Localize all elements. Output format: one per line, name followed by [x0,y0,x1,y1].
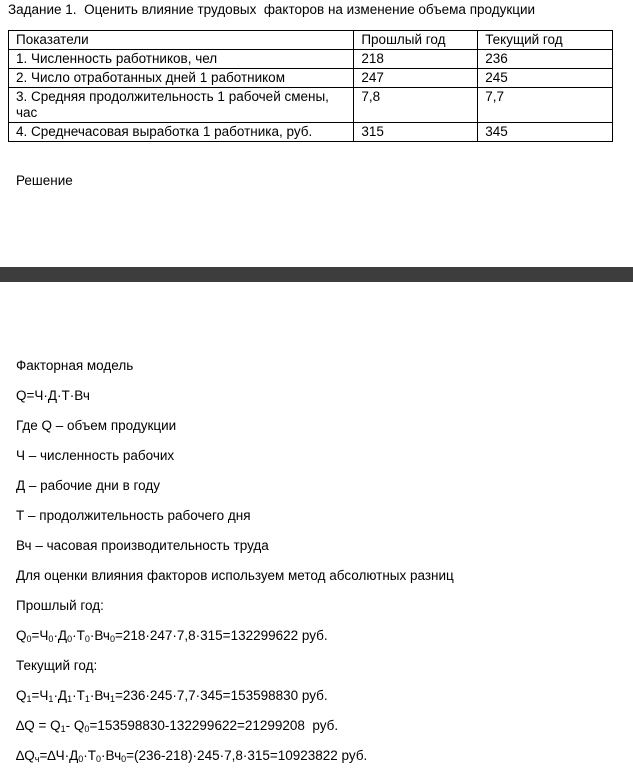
delta-q-calculation: $\Delta Q = Q_1-$ $Q_0=153598830-132299622=21299208$ руб. [16,718,339,734]
table-row [9,123,613,142]
table-row [9,50,613,69]
table-cell: 218 [354,50,478,69]
table-cell: 315 [354,123,478,142]
previous-year-label: Прошлый год: [16,598,104,613]
table-cell: 245 [478,69,613,88]
table-cell: 3. Средняя продолжительность 1 рабочей смены, час [9,88,354,123]
current-year-label: Текущий год: [16,658,98,673]
table-header-cell: Текущий год [478,31,613,50]
table-cell: 236 [478,50,613,69]
model-heading: Факторная модель [16,358,134,373]
method-text: Для оценки влияния факторов используем метод абсолютных разниц [16,568,454,583]
q0-calculation: $Q_0=Ч_0\cdot Д_0\cdot Т_0\cdot Вч_0=218\cdot 247\cdot 7,8\cdot 315=132299622$ руб. [16,628,328,644]
table-header-row [9,31,613,50]
q1-result: =236·245·7,7·345=153598830 руб. [114,688,328,703]
definition-vch: Вч – часовая производительность труда [16,538,269,553]
table-row [9,69,613,88]
model-formula: Q=Ч·Д·Т·Вч [16,388,90,403]
table-cell: 7,7 [478,88,613,123]
task-title: Задание 1. Оценить влияние трудовых факторов на изменение объема продукции [8,2,536,17]
table-cell: 4. Среднечасовая выработка 1 работника, руб. [9,123,354,142]
factors-table [8,30,613,142]
definition-ch: Ч – численность рабочих [16,448,175,463]
solution-label: Решение [16,173,73,188]
definition-t: Т – продолжительность рабочего дня [16,508,251,523]
table-cell: 7,8 [354,88,478,123]
delta-q-result: =153598830-132299622=21299208 руб. [89,718,339,733]
definition-q: Где Q – объем продукции [16,418,177,433]
table-cell: 247 [354,69,478,88]
q0-result: =218·247·7,8·315=132299622 руб. [114,628,328,643]
definition-d: Д – рабочие дни в году [16,478,160,493]
table-cell: 345 [478,123,613,142]
delta-q-ch-calculation: $\Delta Q_ч=\Delta Ч\cdot Д_0\cdot Т_0\cdot Вч_0=(236-218)\cdot 245\cdot 7,8\cdot 315=10923822$ руб. [16,748,368,764]
table-header-cell: Показатели [9,31,354,50]
q1-calculation: $Q_1=Ч_1\cdot Д_1\cdot Т_1\cdot Вч_1=236\cdot 245\cdot 7,7\cdot 345=153598830$ руб. [16,688,328,704]
delta-q-ch-result: =(236-218)·245·7,8·315=10923822 руб. [126,748,368,763]
page-separator [0,267,633,282]
factor-model-section [16,357,454,777]
table-row [9,88,613,123]
table-cell: 2. Число отработанных дней 1 работником [9,69,354,88]
table-cell: 1. Численность работников, чел [9,50,354,69]
table-header-cell: Прошлый год [354,31,478,50]
